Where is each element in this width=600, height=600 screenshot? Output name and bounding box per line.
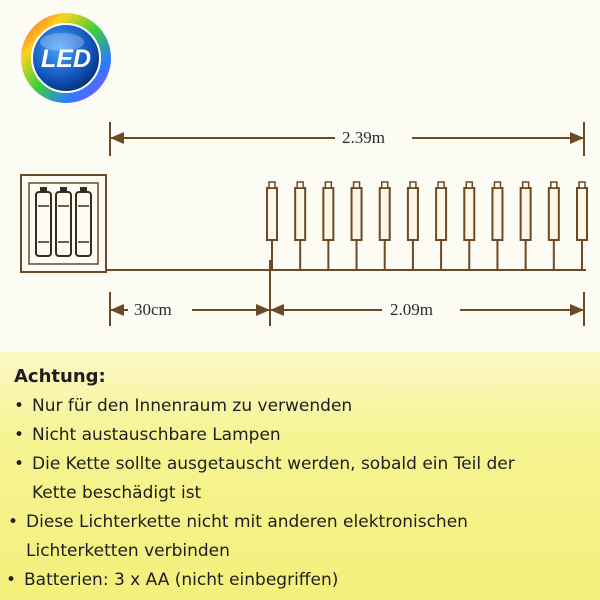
notice-heading: Achtung: <box>14 366 106 387</box>
bullet-icon: • <box>14 454 25 474</box>
bulb-icon <box>295 182 305 270</box>
bulb-icon <box>352 182 362 270</box>
bulb-icon <box>436 182 446 270</box>
bullet-icon: • <box>6 570 17 590</box>
arrow-right-icon <box>256 304 270 316</box>
total-length-label: 2.39m <box>336 128 391 148</box>
notice-item: • Nicht austauschbare Lampen <box>14 421 281 450</box>
logo-text: LED <box>41 45 91 73</box>
battery-icon <box>76 187 91 256</box>
bulb-icon <box>549 182 559 270</box>
bullet-icon: • <box>14 396 25 416</box>
bullet-icon: • <box>14 425 25 445</box>
notice-item-continuation: Kette beschädigt ist <box>32 483 202 503</box>
arrow-right-icon <box>570 304 584 316</box>
bullet-icon: • <box>8 512 19 532</box>
battery-icon <box>36 187 51 256</box>
bulb-icon <box>408 182 418 270</box>
bulb-icon <box>492 182 502 270</box>
bulb-icon <box>267 182 277 270</box>
arrow-right-icon <box>570 132 584 144</box>
battery-group <box>36 187 91 256</box>
lead-length-label: 30cm <box>128 300 178 320</box>
notice-item: • Die Kette sollte ausgetauscht werden, sobald ein Teil der <box>14 450 515 479</box>
arrow-left-icon <box>110 132 124 144</box>
battery-icon <box>56 187 71 256</box>
lit-length-label: 2.09m <box>384 300 439 320</box>
notice-item: • Diese Lichterkette nicht mit anderen elektronischen <box>8 508 468 537</box>
bulb-icon <box>521 182 531 270</box>
notice-item: • Nur für den Innenraum zu verwenden <box>14 392 352 421</box>
bulb-icon <box>380 182 390 270</box>
bulb-icon <box>464 182 474 270</box>
battery-box <box>21 175 106 272</box>
notice-item-continuation: Lichterketten verbinden <box>26 541 230 561</box>
arrow-left-icon <box>270 304 284 316</box>
bulb-icon <box>577 182 587 270</box>
bulb-row <box>267 182 587 270</box>
arrow-left-icon <box>110 304 124 316</box>
bulb-icon <box>323 182 333 270</box>
notice-item: • Batterien: 3 x AA (nicht einbegriffen) <box>6 566 338 595</box>
